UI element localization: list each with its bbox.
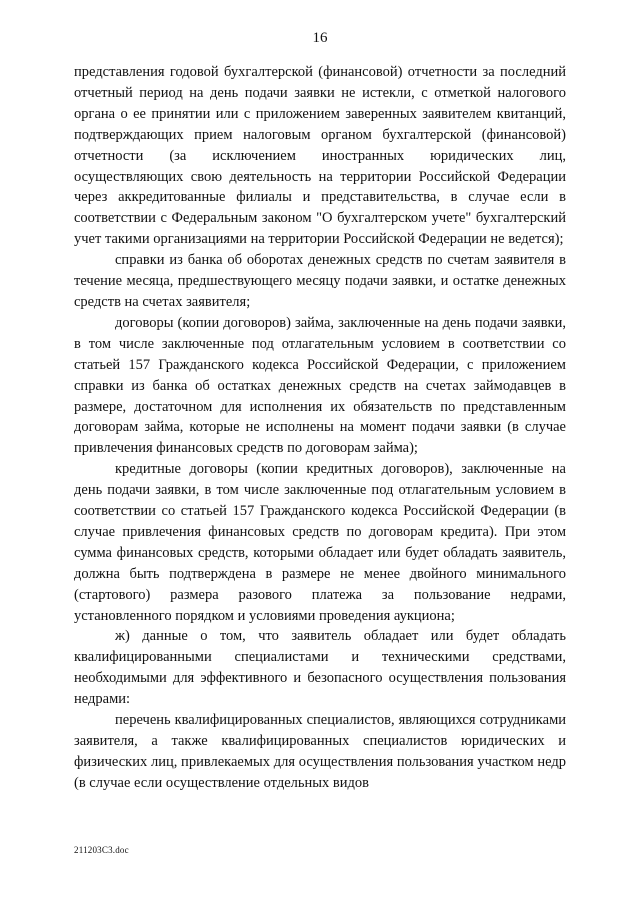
document-body (74, 62, 566, 794)
page-number: 16 (312, 30, 328, 46)
paragraph-financial-statements: представления годовой бухгалтерской (финансовой) отчетности за последний отчетный период на день подачи заявки не истекли, с отметкой налогового органа о ее принятии или с приложением заверенных заявителем квитанций, подтверждающих прием налоговым органом бухгалтерской (финансовой) отчетности (за исключением иностранных юридических лиц, осуществляющих свою деятельность на территории Российской Федерации через аккредитованные филиалы и представительства, в случае если в соответствии с Федеральным законом "О бухгалтерском учете" бухгалтерский учет такими организациями на территории Российской Федерации не ведется); (74, 64, 566, 248)
paragraph-credit-agreements: кредитные договоры (копии кредитных договоров), заключенные на день подачи заявки, в том числе заключенные под отлагательным условием в соответствии со статьей 157 Гражданского кодекса Российской Федерации (в случае привлечения финансовых средств по договорам кредита). При этом сумма финансовых средств, которыми обладает или будет обладать заявитель, должна быть подтверждена в размере не менее двойного минимального (стартового) размера разового платежа за пользование недрами, установленного порядком и условиями проведения аукциона; (74, 461, 566, 624)
paragraph-qualified-specialists: ж) данные о том, что заявитель обладает или будет обладать квалифицированными специалистами и техническими средствами, необходимыми для эффективного и безопасного осуществления пользования недрами: (74, 628, 566, 708)
footer-filename: 211203C3.doc (74, 845, 129, 855)
paragraph-specialists-list: перечень квалифицированных специалистов, являющихся сотрудниками заявителя, а также квалифицированных специалистов юридических и физических лиц, привлекаемых для осуществления пользования участком недр (в случае если осуществление отдельных видов (74, 712, 566, 791)
paragraph-bank-statements: справки из банка об оборотах денежных средств по счетам заявителя в течение месяца, предшествующего месяцу подачи заявки, и остатке денежных средств на счетах заявителя; (74, 252, 566, 310)
paragraph-loan-agreements: договоры (копии договоров) займа, заключенные на день подачи заявки, в том числе заключенные под отлагательным условием в соответствии со статьей 157 Гражданского кодекса Российской Федерации, с приложением справки из банка об остатках денежных средств на счетах займодавцев в размере, достаточном для исполнения их обязательств по представленным договорам займа, которые не исполнены на момент подачи заявки (в случае привлечения финансовых средств по договорам займа); (74, 314, 566, 457)
